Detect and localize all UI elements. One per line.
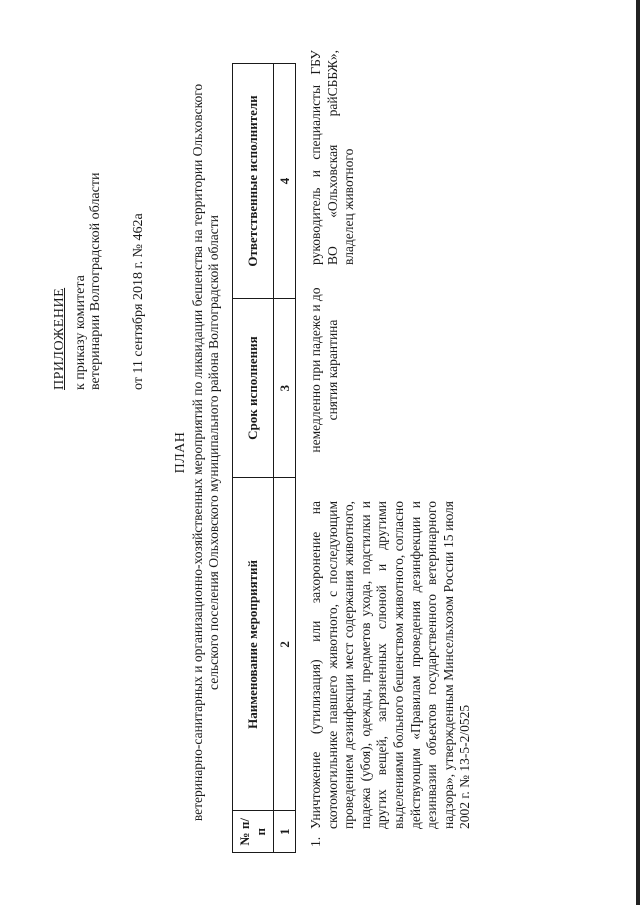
header-number: № п/п — [233, 811, 274, 853]
plan-subtitle: ветеринарно-санитарных и организационно-хозяйственных мероприятий по ликвидации бешенства на территории Ольховского сельского поселения Ольховского муниципального района Волгоградской области — [190, 83, 221, 822]
plan-table — [232, 63, 296, 853]
header-deadline: Срок исполнения — [233, 298, 274, 477]
appendix-date: от 11 сентября 2018 г. № 462а — [131, 213, 146, 390]
appendix-title: ПРИЛОЖЕНИЕ — [52, 287, 67, 390]
table-header-row — [233, 64, 274, 853]
header-responsible: Ответственные исполнители — [233, 64, 274, 299]
column-number-2: 2 — [274, 478, 296, 811]
row-responsible: руководитель и специалисты ГБУ ВО «Ольховская райСББЖ», владелец животного — [308, 50, 357, 265]
appendix-order-line1: к приказу комитета — [73, 275, 88, 390]
column-number-3: 3 — [274, 298, 296, 477]
column-number-4: 4 — [274, 64, 296, 299]
row-number: 1. — [308, 836, 323, 847]
row-measure: Уничтожение (утилизация) или захоронение на скотомогильнике павшего животного, с последующим проведением дезинфекции мест содержания животного, падежа (убоя), одежды, предметов ухода, подстилки и других вещей, загрязненных слюной и другими выделениями больного бешенством животного, согласно действующим «Правилам проведения дезинфекции и дезинвазии объектов государственного ветеринарного надзора», утвержденным Минсельхозом России 15 июля 2002 г. № 13-5-2/0525 — [308, 501, 473, 829]
appendix-header — [52, 60, 146, 390]
plan-title: ПЛАН — [173, 431, 188, 474]
appendix-order-line2: ветеринарии Волгоградской области — [88, 172, 103, 390]
row-deadline: немедленно при падеже и до снятия карантина — [308, 287, 340, 453]
column-number-1: 1 — [274, 811, 296, 853]
header-measure: Наименование мероприятий — [233, 478, 274, 811]
table-column-numbers-row — [274, 64, 296, 853]
